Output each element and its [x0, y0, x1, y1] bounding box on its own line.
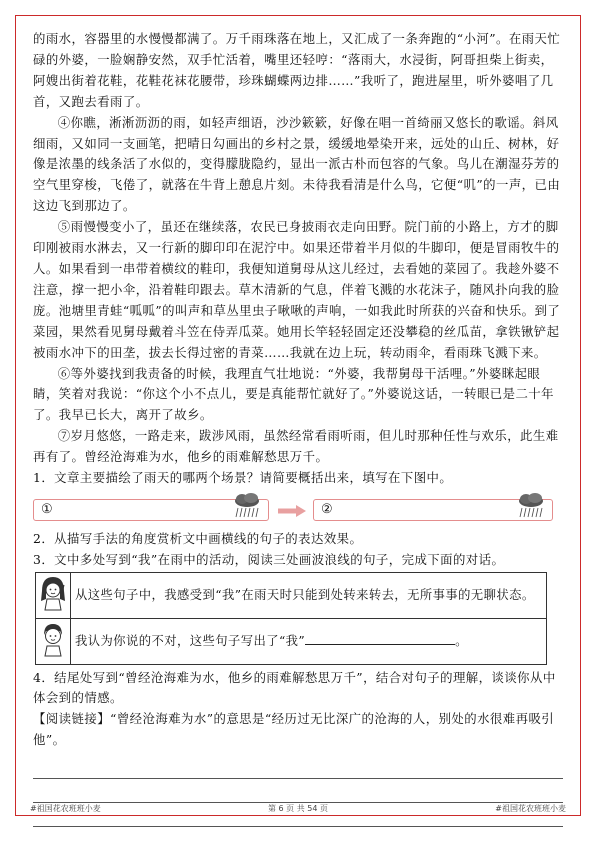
boy-avatar — [36, 618, 71, 664]
scene-diagram — [33, 495, 563, 527]
girl-avatar-icon — [38, 573, 68, 611]
page-content — [33, 29, 563, 827]
footer-right: #祖国花农班班小麦 — [495, 804, 566, 813]
paragraph-5: ⑤雨慢慢变小了，虽还在继续落，农民已身披雨衣走向田野。院门前的小路上，方才的脚印刚被雨水淋去，又一行新的脚印印在泥泞中。如果还带着半月似的牛脚印，便是冒雨牧牛的人。如果看到一串带着横纹的鞋印，我便知道舅母从这儿经过，去看她的菜园了。我趁外婆不注意，撑一把小伞，沿着鞋印跟去。草木清新的气息，伴着飞溅的水花沫子，随风扑向我的脸庞。池塘里青蛙“呱呱”的叫声和草丛里虫子啾啾的声响，一如我此时所获的兴奋和快乐。到了菜园，果然看见舅母戴着斗笠在侍弄瓜菜。她用长竿轻轻固定还没攀稳的丝瓜苗，拿铁锹铲起被雨水冲下的田垄，拔去长得过密的青菜……我就在边上玩，转动雨伞，看雨珠飞溅下来。 — [33, 219, 561, 360]
dialogue-text-2-prefix: 我认为你说的不对，这些句子写出了“我” — [75, 634, 306, 649]
dialogue-text-1: 从这些句子中，我感受到“我”在雨天时只能到处转来转去，无所事事的无聊状态。 — [71, 572, 547, 618]
paragraph-7: ⑦岁月悠悠，一路走来，跋涉风雨，虽然经常看雨听雨，但儿时那种任性与欢乐，此生难再有了。曾经沧海难为水，他乡的雨难解愁思万千。 — [33, 428, 559, 465]
question-2: 2．从描写手法的角度赏析文中画横线的句子的表达效果。 — [33, 530, 363, 546]
reading-link: 【阅读链接】“曾经沧海难为水”的意思是“经历过无比深广的沧海的人，别处的水很难再吸引他”。 — [33, 711, 555, 748]
dialogue-text-2 — [71, 618, 547, 664]
paragraph-3: 的雨水，容器里的水慢慢都满了。万千雨珠落在地上，又汇成了一条奔跑的“小河”。在雨天忙碌的外婆，一脸娴静安然，双手忙活着，嘴里还轻哼：“落雨大，水浸街，阿哥担柴上街卖，阿嫂出街着花鞋，花鞋花袜花腰带，珍珠蝴蝶两边排……”我听了，跑进屋里，听外婆唱了几首，又跑去看雨了。 — [33, 31, 561, 109]
footer-left: #祖国花农班班小麦 — [30, 804, 101, 813]
boy-avatar-icon — [38, 619, 68, 657]
question-3: 3．文中多处写到“我”在雨中的活动，阅读三处画波浪线的句子，完成下面的对话。 — [33, 551, 505, 567]
rain-cloud-icon — [516, 491, 546, 519]
answer-line[interactable] — [33, 779, 563, 803]
paragraph-6: ⑥等外婆找到我责备的时候，我理直气壮地说：“外婆，我帮舅母干活哩。”外婆眯起眼睛，笑着对我说：“你这个小不点儿，要是真能帮忙就好了。”外婆说这话，一转眼已是二十年了。我早已长大，离开了故乡。 — [33, 365, 554, 423]
girl-avatar — [36, 572, 71, 618]
rain-cloud-icon — [232, 491, 262, 519]
scene-box-2[interactable] — [313, 499, 553, 521]
answer-blank[interactable] — [305, 632, 455, 645]
right-arrow-icon — [278, 505, 306, 517]
dialogue-row — [36, 618, 547, 664]
scene-box-2-label: ② — [321, 501, 334, 517]
dialogue-table — [35, 572, 547, 665]
question-4: 4．结尾处写到“曾经沧海难为水，他乡的雨难解愁思万千”，结合对句子的理解，谈谈你从中体会到的情感。 — [33, 669, 556, 706]
scene-box-1[interactable] — [33, 499, 269, 521]
dialogue-row — [36, 572, 547, 618]
page-number: 第 6 页 共 54 页 — [268, 804, 328, 813]
dialogue-text-2-suffix: 。 — [455, 634, 468, 649]
question-1: 1．文章主要描绘了雨天的哪两个场景？请简要概括出来，填写在下图中。 — [33, 470, 453, 486]
answer-lines — [33, 755, 563, 827]
answer-line[interactable] — [33, 755, 563, 779]
scene-box-1-label: ① — [41, 501, 54, 517]
paragraph-4: ④你瞧，淅淅沥沥的雨，如轻声细语，沙沙簌簌，好像在唱一首绮丽又悠长的歌谣。斜风细雨，又如同一支画笔，把晴日勾画出的乡村之景，缓缓地晕染开来，远处的山丘、树林，好像是浓墨的线条活了水似的，变得朦胧隐约，显出一派古朴而包容的气象。鸟儿在潮湿芬芳的空气里穿梭，飞倦了，就落在牛背上憩息片刻。未待我看清是什么鸟，它便“叽”的一声，已由这边飞到那边了。 — [33, 114, 561, 214]
